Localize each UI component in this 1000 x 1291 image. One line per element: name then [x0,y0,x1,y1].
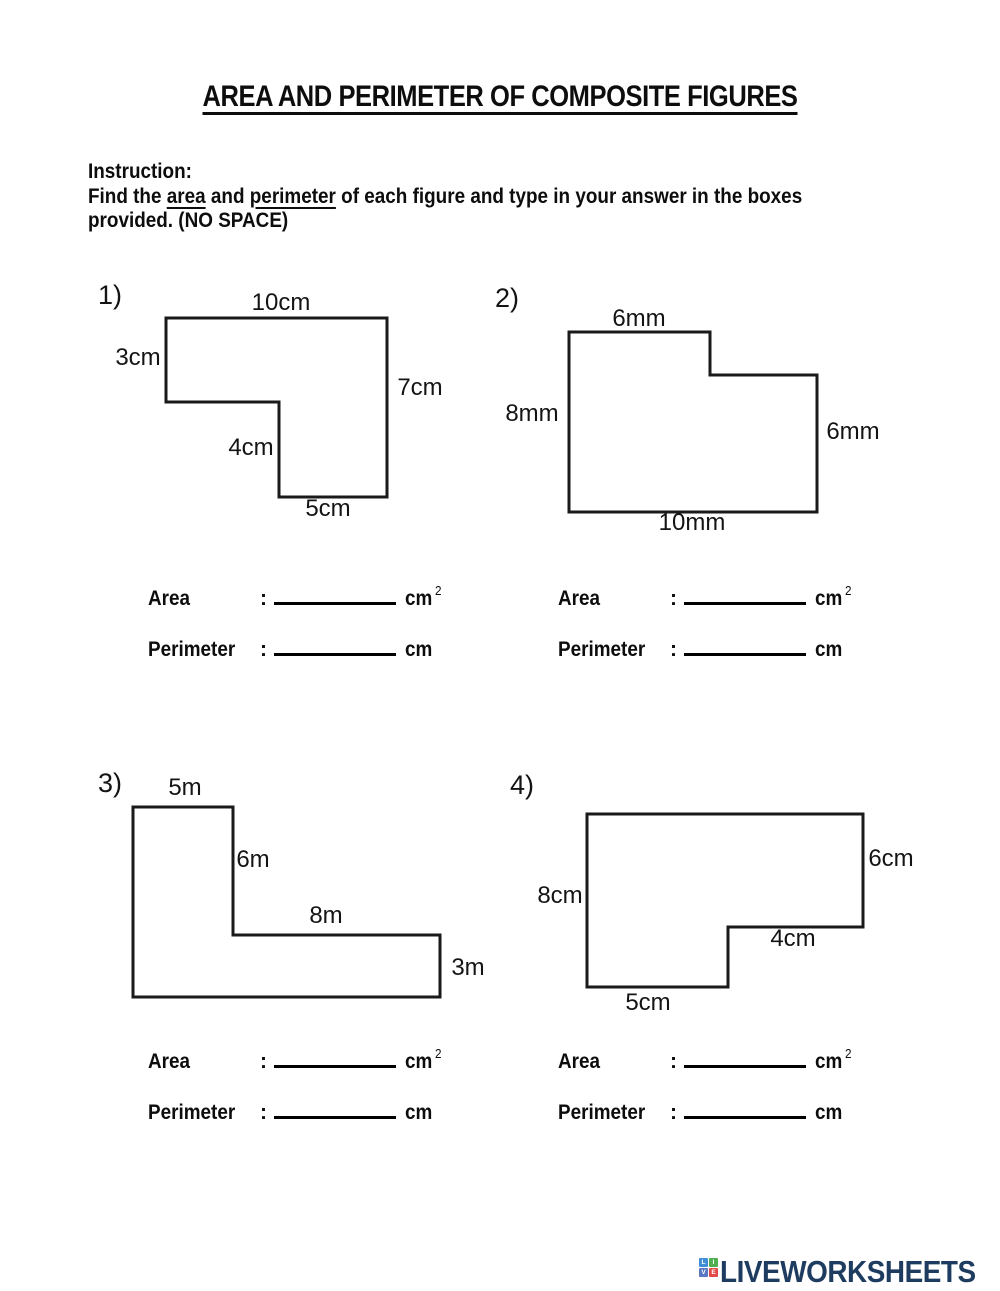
figure-1-dim-inner: 4cm [228,434,274,461]
figure-2-dim-bottom: 10mm [658,509,726,536]
area-row-4 [558,1048,888,1078]
colon: : [260,587,267,610]
figure-3 [90,755,500,1015]
perimeter-label: Perimeter [558,638,646,661]
figure-3-number: 3) [98,768,123,798]
unit-text: cm [815,1101,843,1124]
answers-figure-4 [558,1048,888,1154]
unit-text: cm [815,587,843,610]
figure-4-number: 4) [510,770,535,800]
perimeter-row-3 [148,1101,478,1131]
instruction-line-1 [88,185,898,210]
figure-2-dim-top: 6mm [612,305,666,332]
figure-4-perimeter-input[interactable] [684,1107,806,1119]
perimeter-label: Perimeter [148,1101,236,1124]
unit-text: cm [405,1050,433,1073]
perimeter-row-1 [148,638,478,668]
figure-1-number: 1) [98,280,123,310]
figure-1-area-input[interactable] [274,593,396,605]
figure-3-dim-middle: 8m [309,902,343,929]
area-unit [815,1048,852,1074]
area-row-1 [148,585,478,615]
instruction-text: Find the [88,184,167,208]
perimeter-label: Perimeter [558,1101,646,1124]
underlined-word-area: area [166,184,206,208]
area-row-3 [148,1048,478,1078]
figure-4-dim-right: 6cm [868,845,914,872]
figure-2 [490,275,900,540]
colon: : [670,1101,677,1124]
unit-text: cm [815,638,843,661]
answers-figure-2 [558,585,888,691]
area-label: Area [148,1050,191,1073]
figure-2-area-input[interactable] [684,593,806,605]
figure-4-dim-bottom: 5cm [625,989,671,1016]
unit-exponent: 2 [845,1046,852,1061]
unit-text: cm [405,587,433,610]
figure-2-perimeter-input[interactable] [684,644,806,656]
figure-1-dim-left: 3cm [115,344,161,371]
perimeter-label: Perimeter [148,638,236,661]
page-title: AREA AND PERIMETER OF COMPOSITE FIGURES [202,80,798,113]
title-wrap [0,80,1000,114]
answers-figure-3 [148,1048,478,1154]
figure-2-number: 2) [495,283,520,313]
figure-1-perimeter-input[interactable] [274,644,396,656]
colon: : [260,1050,267,1073]
area-unit [405,585,442,611]
liveworksheets-logo-icon [699,1258,718,1277]
colon: : [670,587,677,610]
instruction-block [88,160,988,234]
unit-text: cm [405,638,433,661]
unit-exponent: 2 [435,583,442,598]
perimeter-row-2 [558,638,888,668]
answers-figure-1 [148,585,478,691]
colon: : [260,1101,267,1124]
figure-4 [490,755,930,1015]
logo-square-e: E [709,1268,718,1277]
underlined-word-perimeter: perimeter [249,184,336,208]
figure-3-outline [90,755,500,1015]
figure-1-dim-bottom: 5cm [305,495,351,522]
colon: : [670,638,677,661]
figure-1 [90,275,470,537]
perimeter-unit [815,638,842,662]
colon: : [670,1050,677,1073]
area-label: Area [558,1050,601,1073]
area-label: Area [148,587,191,610]
liveworksheets-wordmark: LIVEWORKSHEETS [720,1254,976,1289]
figure-1-dim-top: 10cm [251,289,311,316]
unit-exponent: 2 [435,1046,442,1061]
instruction-heading: Instruction: [88,160,192,183]
area-label: Area [558,587,601,610]
unit-exponent: 2 [845,583,852,598]
instruction-text: of each figure and type in your answer in the boxes [335,184,803,208]
figure-4-dim-step: 4cm [770,925,816,952]
figure-3-area-input[interactable] [274,1056,396,1068]
logo-square-l: L [699,1258,708,1267]
area-row-2 [558,585,888,615]
figure-4-dim-left: 8cm [537,882,583,909]
logo-square-v: V [699,1268,708,1277]
perimeter-unit [405,638,432,662]
unit-text: cm [815,1050,843,1073]
figure-4-area-input[interactable] [684,1056,806,1068]
figure-3-dim-inner: 6m [236,846,270,873]
figure-1-dim-right: 7cm [397,374,443,401]
perimeter-unit [405,1101,432,1125]
figure-3-dim-top: 5m [168,774,202,801]
perimeter-unit [815,1101,842,1125]
figure-2-dim-right: 6mm [826,418,880,445]
figure-3-dim-right: 3m [451,954,485,981]
logo-square-i: I [709,1258,718,1267]
instruction-text: and [205,184,250,208]
unit-text: cm [405,1101,433,1124]
figure-3-perimeter-input[interactable] [274,1107,396,1119]
colon: : [260,638,267,661]
area-unit [405,1048,442,1074]
area-unit [815,585,852,611]
perimeter-row-4 [558,1101,888,1131]
figure-2-dim-left: 8mm [505,400,559,427]
instruction-line-2: provided. (NO SPACE) [88,209,289,232]
